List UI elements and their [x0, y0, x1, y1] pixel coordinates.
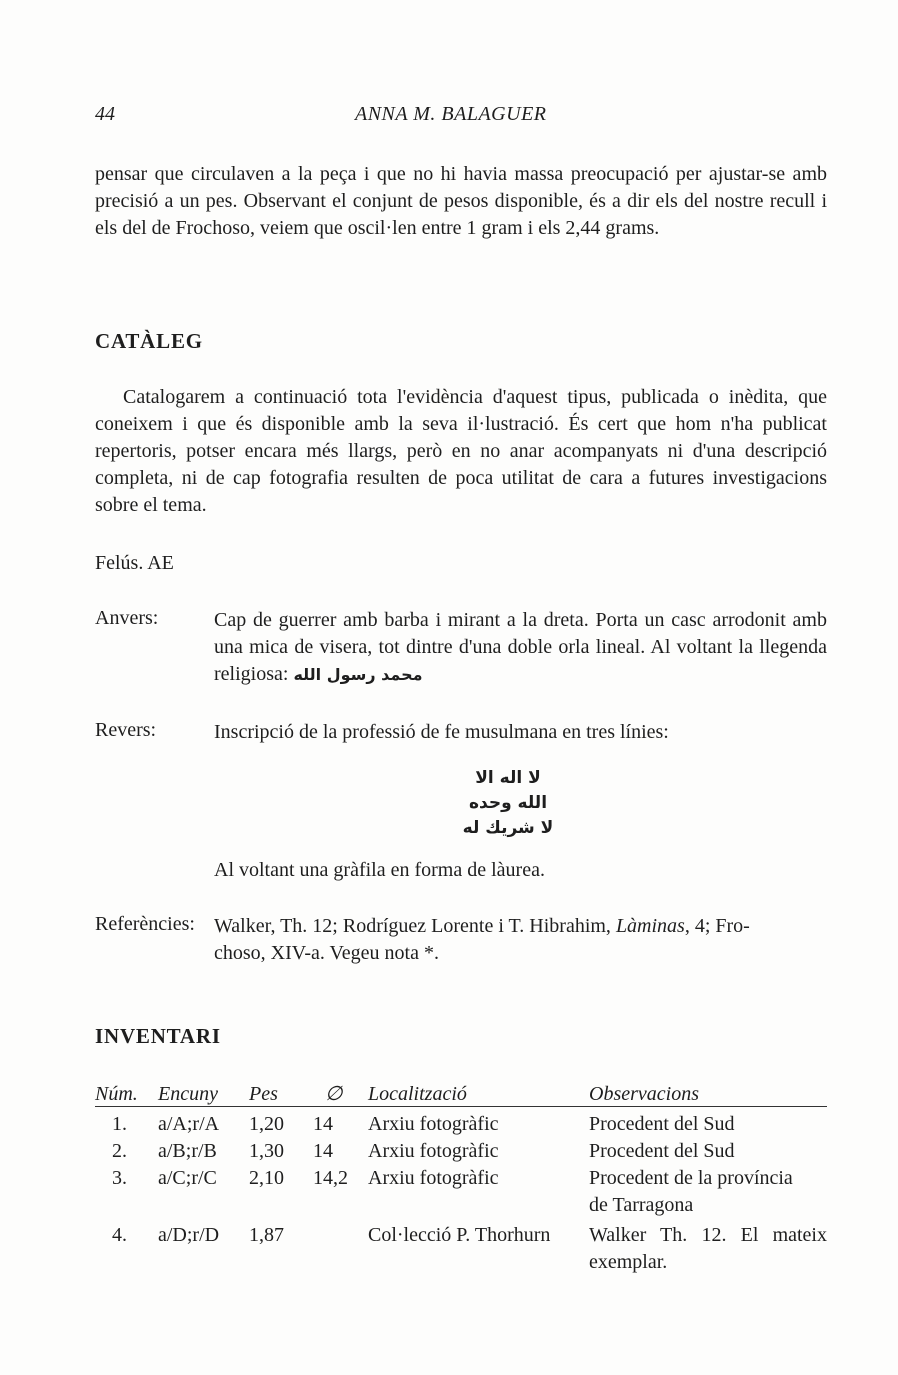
row4-observacions: Walker Th. 12. El mateix: [589, 1224, 827, 1246]
col-observacions: Observacions: [589, 1083, 699, 1105]
row1-localitzacio: Arxiu fotogràfic: [368, 1113, 499, 1135]
col-num: Núm.: [95, 1083, 138, 1105]
col-localitzacio: Localització: [368, 1083, 467, 1105]
inventari-heading: INVENTARI: [95, 1024, 221, 1048]
anvers-arabic-legend: محمد رسول الله: [293, 665, 423, 684]
referencies-label: Referències:: [95, 913, 195, 935]
row4-encuny: a/D;r/D: [158, 1224, 220, 1246]
coin-type: Felús. AE: [95, 552, 174, 574]
row2-localitzacio: Arxiu fotogràfic: [368, 1140, 499, 1162]
row2-encuny: a/B;r/B: [158, 1140, 217, 1162]
anvers-label: Anvers:: [95, 607, 159, 629]
row1-encuny: a/A;r/A: [158, 1113, 220, 1135]
cataleg-paragraph: [95, 384, 827, 519]
row4-observacions-cont: exemplar.: [589, 1251, 668, 1273]
referencies-title: Làminas: [615, 915, 685, 937]
revers-text: Inscripció de la professió de fe musulmana en tres línies:: [214, 721, 669, 743]
revers-after: Al voltant una gràfila en forma de làurea.: [214, 859, 545, 881]
row1-pes: 1,20: [249, 1113, 284, 1135]
running-head: ANNA M. BALAGUER: [355, 103, 547, 125]
col-encuny: Encuny: [158, 1083, 218, 1105]
row4-localitzacio: Col·lecció P. Thorhurn: [368, 1224, 551, 1246]
row3-num: 3.: [112, 1167, 127, 1189]
row1-num: 1.: [112, 1113, 127, 1135]
arabic-line-3: لا شريك له: [462, 818, 554, 838]
cataleg-text: Catalogarem a continuació tota l'evidència d'aquest tipus, publicada o inèdita, que coneixem i que és disponible amb la seva il·lustració. És cert que hom n'ha publicat repertoris, potser encara més llargs, però en no anar acompanyats ni d'una descripció completa, ni de cap fotografia resulten de poca utilitat de cara a futures investigacions sobre el tema.: [95, 386, 827, 516]
row2-num: 2.: [112, 1140, 127, 1162]
row3-observacions-cont: de Tarragona: [589, 1194, 694, 1216]
referencies-part1: Walker, Th. 12; Rodríguez Lorente i T. Hibrahim,: [214, 915, 611, 937]
row3-localitzacio: Arxiu fotogràfic: [368, 1167, 499, 1189]
row3-pes: 2,10: [249, 1167, 284, 1189]
table-header-rule: [95, 1106, 827, 1107]
row2-pes: 1,30: [249, 1140, 284, 1162]
row4-pes: 1,87: [249, 1224, 284, 1246]
row3-encuny: a/C;r/C: [158, 1167, 217, 1189]
row4-num: 4.: [112, 1224, 127, 1246]
arabic-line-2: الله وحده: [468, 793, 548, 813]
row3-observacions: Procedent de la província: [589, 1167, 793, 1189]
referencies-part2: , 4; Fro-: [684, 915, 750, 937]
page-number: 44: [95, 103, 115, 125]
intro-paragraph: [95, 161, 827, 242]
revers-label: Revers:: [95, 719, 157, 741]
anvers-text: Cap de guerrer amb barba i mirant a la dreta. Porta un casc arrodonit amb una mica de visera, tot dintre d'una doble orla lineal. Al voltant la llegenda religiosa:: [214, 609, 827, 685]
cataleg-heading: CATÀLEG: [95, 329, 203, 353]
row2-observacions: Procedent del Sud: [589, 1140, 735, 1162]
col-pes: Pes: [249, 1083, 278, 1105]
referencies-text: [214, 913, 827, 967]
row2-diam: 14: [313, 1140, 333, 1162]
anvers-description: [214, 607, 827, 688]
referencies-line2: choso, XIV-a. Vegeu nota *.: [214, 942, 439, 964]
arabic-line-1: لا اله الا: [475, 768, 541, 788]
revers-arabic-inscription: [214, 766, 802, 841]
col-diameter: ∅: [325, 1083, 343, 1105]
intro-text: pensar que circulaven a la peça i que no hi havia massa preocupació per ajustar-se amb precisió a un pes. Observant el conjunt de pesos disponible, és a dir els del nostre recull i els del de Frochoso, veiem que oscil·len entre 1 gram i els 2,44 grams.: [95, 163, 827, 239]
row3-diam: 14,2: [313, 1167, 348, 1189]
row1-diam: 14: [313, 1113, 333, 1135]
row1-observacions: Procedent del Sud: [589, 1113, 735, 1135]
